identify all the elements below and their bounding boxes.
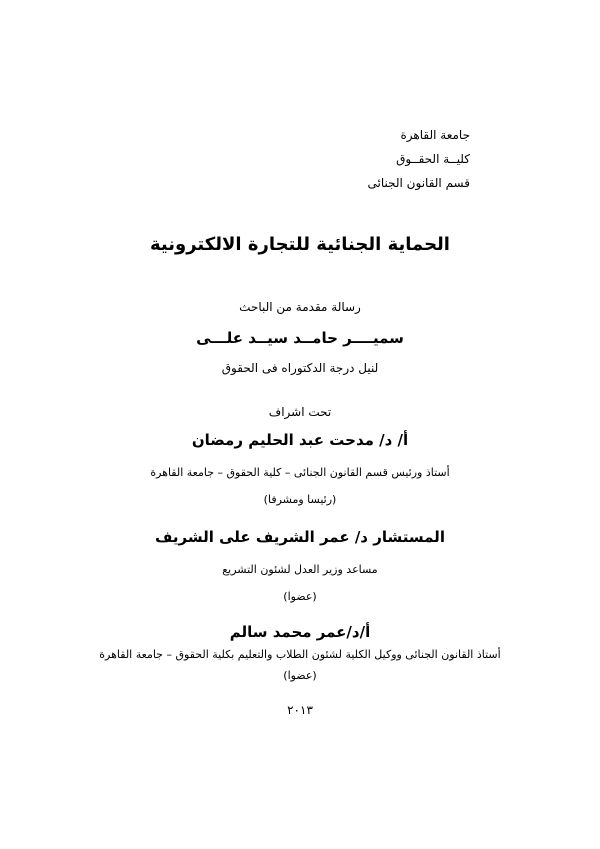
supervisor-name: أ/ د/ مدحت عبد الحليم رمضان xyxy=(191,431,409,449)
year: ٢٠١٣ xyxy=(287,703,313,717)
department-name: قسم القانون الجنائى xyxy=(367,176,470,190)
researcher-name: سميــــر حامــد سيــد علـــى xyxy=(196,329,404,347)
faculty-name: كليــة الحقــوق xyxy=(396,152,470,166)
member-2-position: أستاذ القانون الجنائى ووكيل الكلية لشئون الطلاب والتعليم بكلية الحقوق – جامعة القاهرة xyxy=(99,648,501,661)
degree-text: لنيل درجة الدكتوراه فى الحقوق xyxy=(221,361,379,375)
supervision-label: تحت اشراف xyxy=(268,405,332,419)
member-1-role: (عضوا) xyxy=(283,590,317,603)
university-name: جامعة القاهرة xyxy=(400,128,470,142)
member-1-name: المستشار د/ عمر الشريف على الشريف xyxy=(155,528,445,546)
submitted-by-label: رسالة مقدمة من الباحث xyxy=(239,300,361,314)
member-2-role: (عضوا) xyxy=(283,669,317,682)
member-1-position: مساعد وزير العدل لشئون التشريع xyxy=(222,563,378,576)
thesis-title: الحماية الجنائية للتجارة الالكترونية xyxy=(150,234,450,255)
member-2-name: أ/د/عمر محمد سالم xyxy=(229,623,371,641)
supervisor-role: (رئيسا ومشرفا) xyxy=(263,493,337,506)
supervisor-position: أستاذ ورئيس قسم القانون الجنائى – كلية الحقوق – جامعة القاهرة xyxy=(150,466,450,479)
